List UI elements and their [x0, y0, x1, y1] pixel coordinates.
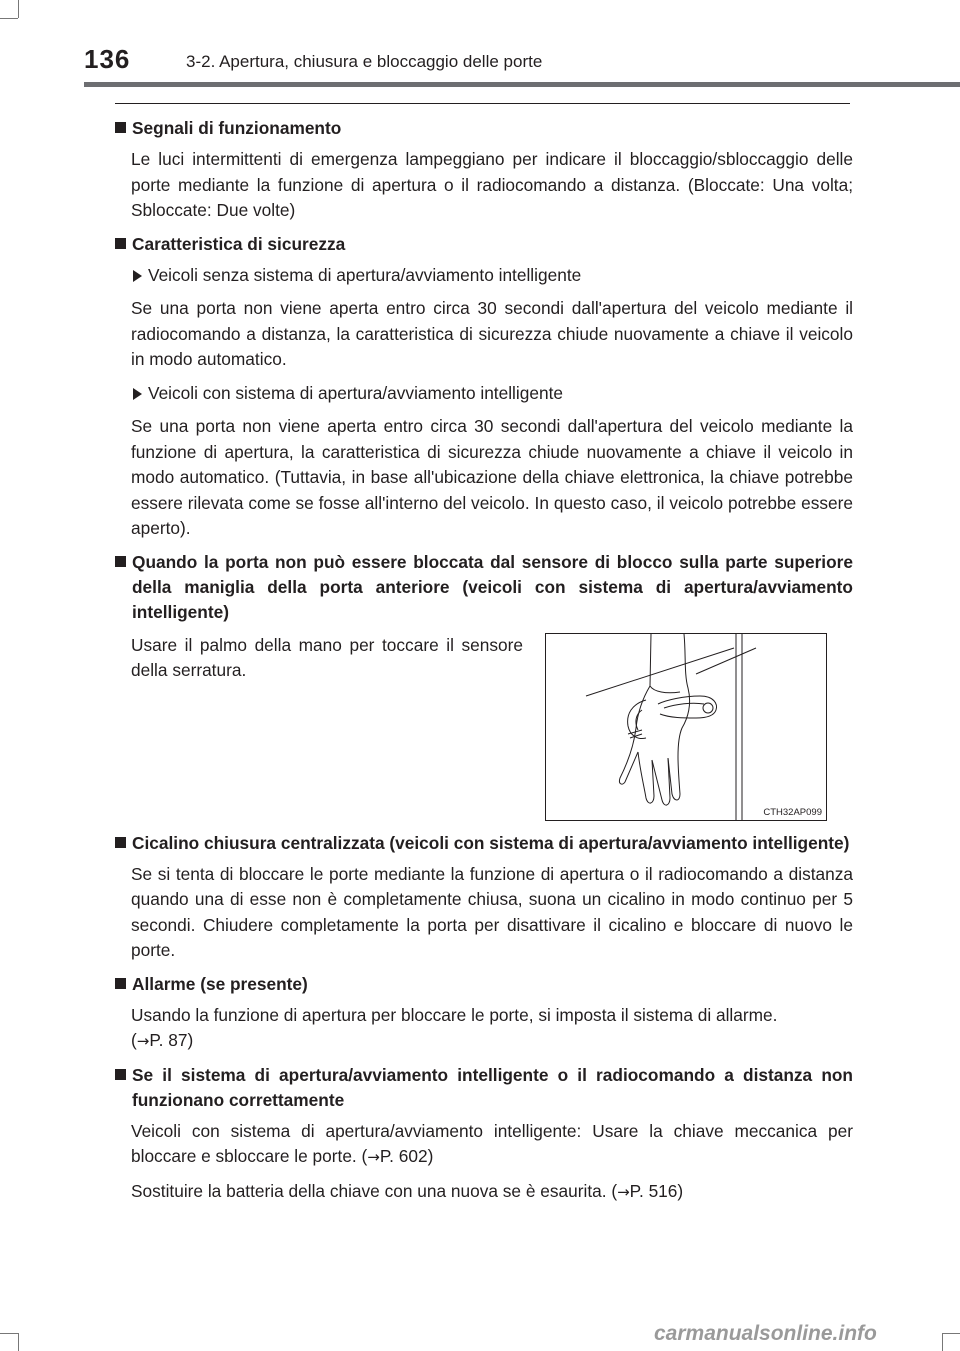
arrow-right-icon: →	[136, 1032, 150, 1050]
section-heading: Allarme (se presente)	[115, 972, 853, 997]
sub-heading: Veicoli senza sistema di apertura/avviamento intelligente	[131, 263, 853, 289]
square-bullet-icon	[115, 232, 132, 257]
square-bullet-icon	[115, 550, 132, 625]
figure-code: CTH32AP099	[763, 806, 822, 818]
paragraph: Sostituire la batteria della chiave con una nuova se è esaurita. (→P. 516)	[131, 1180, 684, 1201]
paragraph: Se una porta non viene aperta entro circa 30 secondi dall'apertura del veicolo mediante la funzione di apertura, la caratteristica di sicurezza chiude nuovamente a chiave il veicolo in modo automatico. (Tuttavia, in base all'ubicazione della chiave elettronica, la chiave potrebbe essere rilevata come se fosse all'interno del veicolo. In questo caso, il veicolo potrebbe essere aperto).	[131, 416, 853, 538]
crop-mark	[942, 1333, 943, 1351]
square-bullet-icon	[115, 1063, 132, 1113]
triangle-bullet-icon	[133, 388, 142, 400]
section-heading: Caratteristica di sicurezza	[115, 232, 853, 257]
paragraph: Se una porta non viene aperta entro circa 30 secondi dall'apertura del veicolo mediante il radiocomando a distanza, la caratteristica di sicurezza chiude nuovamente a chiave il veicolo in modo automatico.	[131, 298, 853, 369]
triangle-bullet-icon	[133, 270, 142, 282]
square-bullet-icon	[115, 831, 132, 856]
figure-row	[131, 631, 853, 821]
square-bullet-icon	[115, 972, 132, 997]
hand-touching-handle-icon	[546, 634, 826, 820]
door-handle-illustration	[545, 633, 827, 821]
page-number: 136	[84, 44, 131, 74]
section-heading: Quando la porta non può essere bloccata dal sensore di blocco sulla parte superiore della maniglia della porta anteriore (veicoli con sistema di apertura/avviamento intelligente)	[115, 550, 853, 625]
crop-mark	[0, 18, 18, 19]
figure-caption-text: Usare il palmo della mano per toccare il sensore della serratura.	[131, 634, 523, 680]
watermark: carmanualsonline.info	[654, 1322, 877, 1345]
crop-mark	[18, 0, 19, 18]
paragraph: Veicoli con sistema di apertura/avviamento intelligente: Usare la chiave meccanica per bloccare e sbloccare le porte. (→P. 602)	[131, 1120, 853, 1166]
crop-mark	[942, 1333, 960, 1334]
running-head: 3-2. Apertura, chiusura e bloccaggio delle porte	[186, 52, 543, 71]
paragraph: Usando la funzione di apertura per bloccare le porte, si imposta il sistema di allarme. (→P. 87)	[131, 1004, 778, 1050]
section-rule	[115, 103, 850, 104]
page-reference[interactable]: P. 602)	[379, 1146, 434, 1166]
crop-mark	[0, 1333, 18, 1334]
arrow-right-icon: →	[367, 1148, 380, 1166]
crop-mark	[18, 1333, 19, 1351]
page-reference[interactable]: P. 87)	[149, 1030, 194, 1050]
section-heading: Se il sistema di apertura/avviamento intelligente o il radiocomando a distanza non funzionano correttamente	[115, 1063, 853, 1113]
page-content	[115, 116, 853, 1213]
sub-heading: Veicoli con sistema di apertura/avviamento intelligente	[131, 381, 853, 407]
square-bullet-icon	[115, 116, 132, 141]
arrow-right-icon: →	[617, 1182, 630, 1201]
page-reference[interactable]: P. 516)	[629, 1180, 684, 1201]
paragraph: Le luci intermittenti di emergenza lampeggiano per indicare il bloccaggio/sbloccaggio delle porte mediante la funzione di apertura o il radiocomando a distanza. (Bloccate: Una volta; Sbloccate: Due volte)	[131, 149, 853, 220]
paragraph: Se si tenta di bloccare le porte mediante la funzione di apertura o il radiocomando a distanza quando una di esse non è completamente chiusa, suona un cicalino in modo continuo per 5 secondi. Chiudere completamente la porta per disattivare il cicalino e bloccare di nuovo le porte.	[131, 863, 853, 960]
section-heading: Cicalino chiusura centralizzata (veicoli con sistema di apertura/avviamento intelligente)	[115, 831, 853, 856]
section-heading: Segnali di funzionamento	[115, 116, 853, 141]
header-rule	[84, 82, 960, 87]
